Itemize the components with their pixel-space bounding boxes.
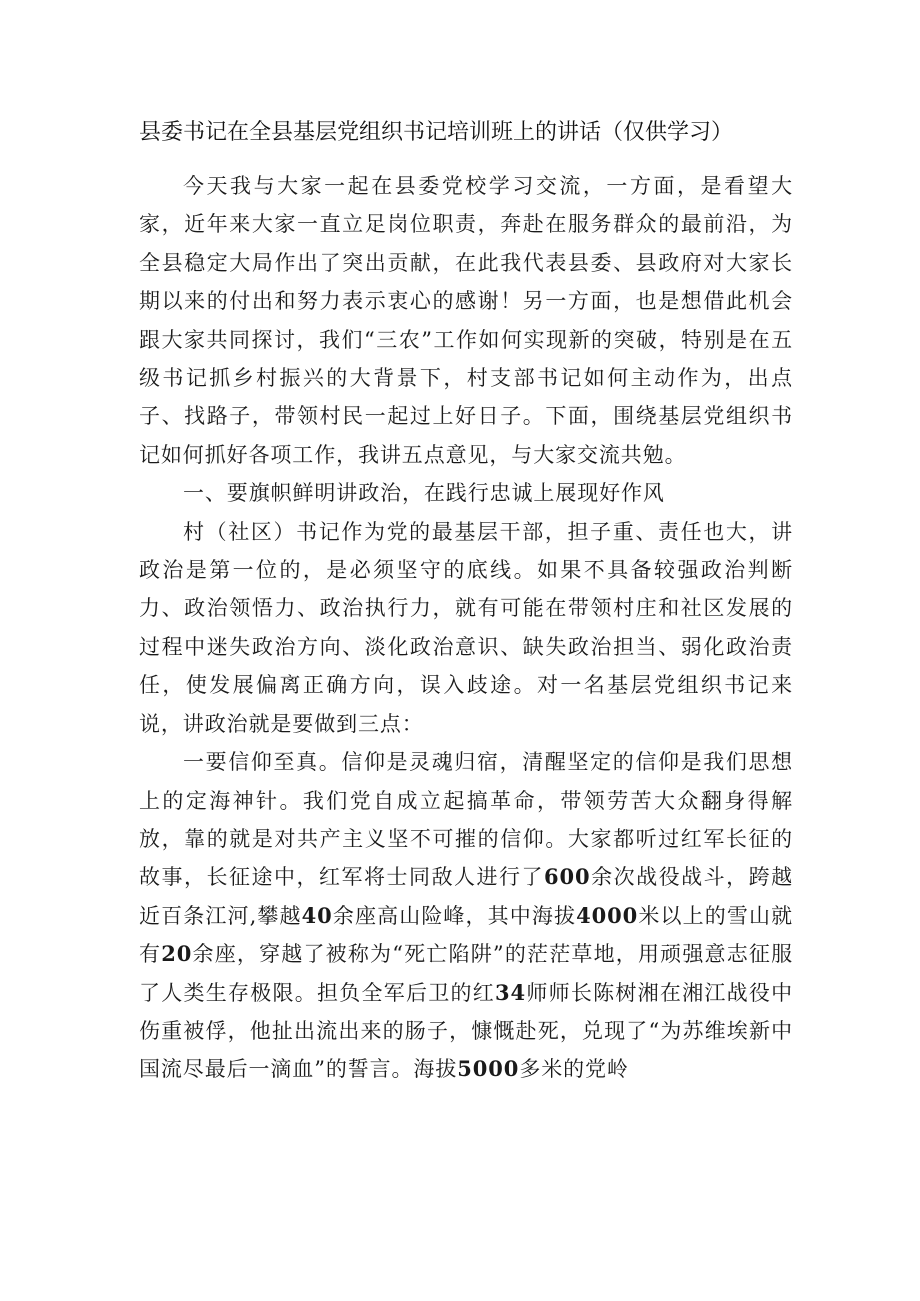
point-one-number: 4000 [576,902,639,928]
point-one-text: 多米的党岭 [519,1057,629,1082]
point-one-text: 余座，穿越了被称为“死亡陷阱”的茫茫草地，用顽强意志征服了人类生存极限。担负全军后卫的红 [139,942,794,1005]
point-one-text: 师师长陈树湘在湘江战役中伤重被俘，他扯出流出来的肠子，慷慨赴死，兑现了“为苏维埃新中国流尽最后一滴血”的誓言。海拔 [139,980,793,1082]
point-one-number: 40 [301,902,333,928]
point-one-number: 34 [494,979,527,1005]
point-one-text: 米以上的雪山就有 [139,903,793,967]
document-title: 县委书记在全县基层党组织书记培训班上的讲话（仅供学习） [139,120,734,145]
point-one-number: 600 [543,864,591,890]
intro-paragraph: 今天我与大家一起在县委党校学习交流，一方面，是看望大家，近年来大家一直立足岗位职责，奔赴在服务群众的最前沿，为全县稳定大局作出了突出贡献，在此我代表县委、县政府对大家长期以来的付出和努力表示衷心的感谢！另一方面，也是想借此机会跟大家共同探讨，我们“三农”工作如何实现新的突破，特别是在五级书记抓乡村振兴的大背景下，村支部书记如何主动作为，出点子、找路子，带领村民一起过上好日子。下面，围绕基层党组织书记如何抓好各项工作，我讲五点意见，与大家交流共勉。 [139,174,793,467]
point-one-text: 一要信仰至真。信仰是灵魂归宿，清醒坚定的信仰是我们思想上的定海神针。我们党自成立起搞革命，带领劳苦大众翻身得解放，靠的就是对共产主义坚不可摧的信仰。大家都听过红军长征的故事，长征途中，红军将士同敌人进行了 [139,750,793,890]
point-one-number: 5000 [457,1056,520,1082]
section-heading-1: 一、要旗帜鲜明讲政治，在践行忠诚上展现好作风 [183,481,665,506]
point-one-text: 余座高山险峰，其中海拔 [332,903,577,928]
document-body [139,167,793,1089]
point-one-text: 余次战役战斗，跨越近百条江河,攀越 [139,865,793,928]
point-one-number: 20 [161,941,193,967]
point-one-paragraph [139,743,793,1089]
section-1-paragraph: 村（社区）书记作为党的最基层干部，担子重、责任也大，讲政治是第一位的，是必须坚守的底线。如果不具备较强政治判断力、政治领悟力、政治执行力，就有可能在带领村庄和社区发展的过程中迷失政治方向、淡化政治意识、缺失政治担当、弱化政治责任，使发展偏离正确方向，误入歧途。对一名基层党组织书记来说，讲政治就是要做到三点： [139,519,793,736]
